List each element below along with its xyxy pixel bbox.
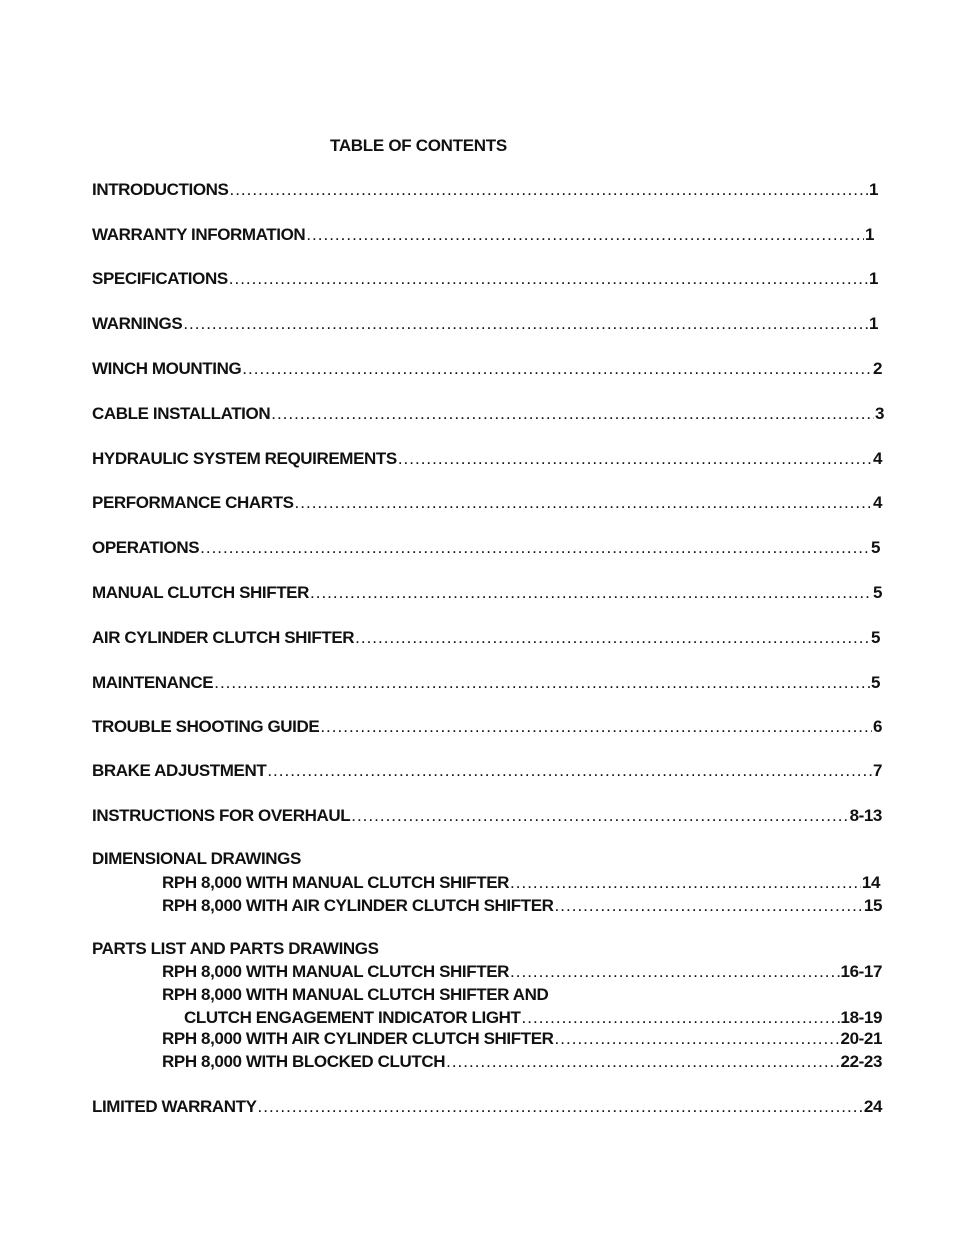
toc-entry-operations[interactable] [92,538,880,558]
toc-entry-specifications[interactable] [92,269,878,289]
toc-label: RPH 8,000 WITH AIR CYLINDER CLUTCH SHIFTER [162,896,554,915]
toc-label: WARNINGS [92,314,183,333]
toc-label: RPH 8,000 WITH AIR CYLINDER CLUTCH SHIFTER [162,1029,554,1048]
toc-label: AIR CYLINDER CLUTCH SHIFTER [92,628,355,647]
toc-page: 1 [864,225,874,244]
leader-dots [183,314,868,334]
toc-label: MANUAL CLUTCH SHIFTER [92,583,309,602]
toc-subentry-parts-manual[interactable] [162,962,882,982]
toc-page: 14 [861,873,880,892]
leader-dots [355,628,870,648]
leader-dots [267,761,872,781]
toc-label: CLUTCH ENGAGEMENT INDICATOR LIGHT [184,1008,521,1027]
toc-label: LIMITED WARRANTY [92,1097,257,1116]
toc-subentry-parts-manual-indicator-line1[interactable]: RPH 8,000 WITH MANUAL CLUTCH SHIFTER AND [162,985,549,1004]
toc-entry-instructions-for-overhaul[interactable] [92,806,882,826]
toc-entry-hydraulic-system-requirements[interactable] [92,449,882,469]
toc-page: 6 [872,717,882,736]
leader-dots [295,493,872,513]
toc-label: RPH 8,000 WITH MANUAL CLUTCH SHIFTER [162,873,510,892]
toc-entry-warranty-information[interactable] [92,225,874,245]
toc-label: SPECIFICATIONS [92,269,228,288]
toc-page: 16-17 [840,962,882,981]
toc-label: RPH 8,000 WITH BLOCKED CLUTCH [162,1052,446,1071]
toc-label: INTRODUCTIONS [92,180,229,199]
leader-dots [306,225,864,245]
leader-dots [320,717,872,737]
toc-entry-introductions[interactable] [92,180,878,200]
toc-entry-air-cylinder-clutch-shifter[interactable] [92,628,880,648]
leader-dots [229,180,867,200]
toc-label: RPH 8,000 WITH MANUAL CLUTCH SHIFTER [162,962,510,981]
toc-subentry-dim-air[interactable] [162,896,882,916]
toc-subentry-parts-manual-indicator[interactable] [184,1008,882,1028]
toc-subentry-parts-blocked[interactable] [162,1052,882,1072]
leader-dots [200,538,870,558]
toc-page: 3 [874,404,884,423]
toc-page: 4 [872,449,882,468]
leader-dots [398,449,872,469]
toc-page: 20-21 [840,1029,882,1048]
toc-page: 18-19 [840,1008,882,1027]
toc-page: 5 [870,538,880,557]
leader-dots [271,404,874,424]
toc-page: 5 [870,673,880,692]
toc-label: TROUBLE SHOOTING GUIDE [92,717,320,736]
leader-dots [310,583,872,603]
toc-entry-limited-warranty[interactable] [92,1097,882,1117]
leader-dots [510,873,861,893]
toc-page: 7 [872,761,882,780]
toc-label: BRAKE ADJUSTMENT [92,761,267,780]
toc-label: MAINTENANCE [92,673,214,692]
toc-page: 24 [863,1097,882,1116]
leader-dots [351,806,848,826]
toc-entry-trouble-shooting-guide[interactable] [92,717,882,737]
toc-page: 5 [872,583,882,602]
toc-label: OPERATIONS [92,538,200,557]
toc-entry-maintenance[interactable] [92,673,880,693]
leader-dots [446,1052,839,1072]
toc-label: WINCH MOUNTING [92,359,242,378]
toc-entry-brake-adjustment[interactable] [92,761,882,781]
toc-page: 5 [870,628,880,647]
toc-page: 1 [868,269,878,288]
toc-entry-manual-clutch-shifter[interactable] [92,583,882,603]
toc-label: INSTRUCTIONS FOR OVERHAUL [92,806,351,825]
toc-entry-cable-installation[interactable] [92,404,884,424]
toc-page: 4 [872,493,882,512]
leader-dots [214,673,870,693]
toc-entry-performance-charts[interactable] [92,493,882,513]
toc-entry-winch-mounting[interactable] [92,359,882,379]
toc-page: 15 [863,896,882,915]
toc-page: 22-23 [840,1052,882,1071]
toc-page: 8-13 [849,806,882,825]
leader-dots [229,269,868,289]
leader-dots [258,1097,863,1117]
toc-entry-warnings[interactable] [92,314,878,334]
leader-dots [522,1008,840,1028]
toc-label: WARRANTY INFORMATION [92,225,306,244]
section-heading-parts-list: PARTS LIST AND PARTS DRAWINGS [92,939,379,958]
leader-dots [555,896,863,916]
leader-dots [510,962,839,982]
page-title: TABLE OF CONTENTS [330,136,507,155]
section-heading-dimensional-drawings: DIMENSIONAL DRAWINGS [92,849,301,868]
toc-label: CABLE INSTALLATION [92,404,271,423]
toc-subentry-dim-manual[interactable] [162,873,880,893]
toc-page: 1 [868,314,878,333]
leader-dots [555,1029,840,1049]
toc-page: 2 [872,359,882,378]
toc-label: PERFORMANCE CHARTS [92,493,294,512]
toc-subentry-parts-air[interactable] [162,1029,882,1049]
toc-label: HYDRAULIC SYSTEM REQUIREMENTS [92,449,397,468]
leader-dots [242,359,872,379]
toc-page: 1 [868,180,878,199]
